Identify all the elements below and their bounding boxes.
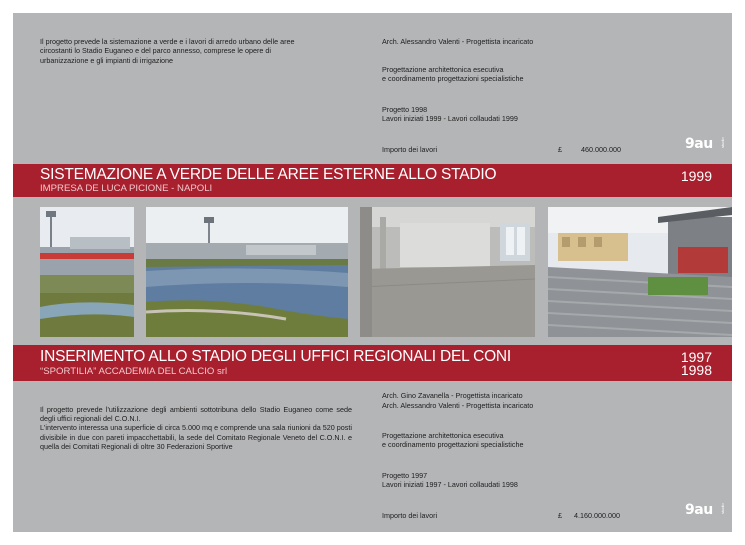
bottom-description xyxy=(40,405,352,451)
studio-logo-bottom xyxy=(685,500,725,522)
stadium-floodlight-photo xyxy=(40,207,134,337)
bottom-design-line: e coordinamento progettazioni specialistiche xyxy=(382,440,524,449)
bottom-currency: £ xyxy=(558,511,562,520)
top-works: Lavori iniziati 1999 - Lavori collaudati 1999 xyxy=(382,114,518,123)
bottom-architect-1: Arch. Gino Zavanella - Progettista incaricato xyxy=(382,391,523,400)
logo-small-text: studio xyxy=(720,137,725,148)
band2-title: INSERIMENTO ALLO STADIO DEGLI UFFICI REGIONALI DEL CONI xyxy=(40,348,512,365)
band1-subtitle: IMPRESA DE LUCA PICIONE - NAPOLI xyxy=(40,183,213,194)
title-band-2 xyxy=(13,345,732,381)
top-design-line: Progettazione architettonica esecutiva xyxy=(382,65,504,74)
stadium-stands-photo xyxy=(548,207,732,337)
top-description xyxy=(40,37,370,65)
title-band-1 xyxy=(13,164,732,197)
top-description-line: Il progetto prevede la sistemazione a verde e i lavori di arredo urbano delle aree xyxy=(40,37,295,46)
band1-year: 1999 xyxy=(680,168,712,184)
top-amount: 460.000.000 xyxy=(581,145,621,154)
band2-year2: 1998 xyxy=(680,362,712,378)
bottom-design-line: Progettazione architettonica esecutiva xyxy=(382,431,504,440)
bottom-works: Lavori iniziati 1997 - Lavori collaudati 1998 xyxy=(382,480,518,489)
bottom-amount-label: Importo dei lavori xyxy=(382,511,438,520)
logo-mark: 9au xyxy=(685,136,713,152)
logo-small-text: studio xyxy=(720,503,725,514)
bottom-paragraph-1: Il progetto prevede l'utilizzazione degli ambienti sottotribuna dello Stadio Euganeo come sede degli uffici regionali del C.O.N.I. xyxy=(40,405,352,424)
studio-logo xyxy=(685,134,725,156)
band2-year1: 1997 xyxy=(680,349,712,365)
top-design-line: e coordinamento progettazioni specialistiche xyxy=(382,74,524,83)
bottom-paragraph-2: L'intervento interessa una superficie di circa 5.000 mq e comprende una sala riunioni da 520 posti divisibile in due con pareti impacchettabili, la sede del Comitato Regionale Veneto del C.O.N.I. e quella dei Comitati Regionali di oltre 30 Federazioni Sportive xyxy=(40,423,352,451)
river-park-photo xyxy=(146,207,348,337)
bottom-architect-2: Arch. Alessandro Valenti - Progettista incaricato xyxy=(382,401,534,410)
bottom-amount: 4.160.000.000 xyxy=(574,511,620,520)
logo-mark: 9au xyxy=(685,502,713,518)
top-currency: £ xyxy=(558,145,562,154)
top-architect: Arch. Alessandro Valenti - Progettista incaricato xyxy=(382,37,534,46)
top-description-line: urbanizzazione e gli impianti di irrigazione xyxy=(40,55,174,65)
top-project-year: Progetto 1998 xyxy=(382,105,428,114)
empty-office-interior-photo xyxy=(360,207,535,337)
top-description-line: circostanti lo Stadio Euganeo e del parco annesso, comprese le opere di xyxy=(40,46,271,56)
top-amount-label: Importo dei lavori xyxy=(382,145,438,154)
band2-subtitle: “SPORTILIA” ACCADEMIA DEL CALCIO srl xyxy=(40,366,228,377)
band1-title: SISTEMAZIONE A VERDE DELLE AREE ESTERNE ALLO STADIO xyxy=(40,166,497,183)
brochure-page xyxy=(13,13,732,532)
bottom-project-year: Progetto 1997 xyxy=(382,471,428,480)
